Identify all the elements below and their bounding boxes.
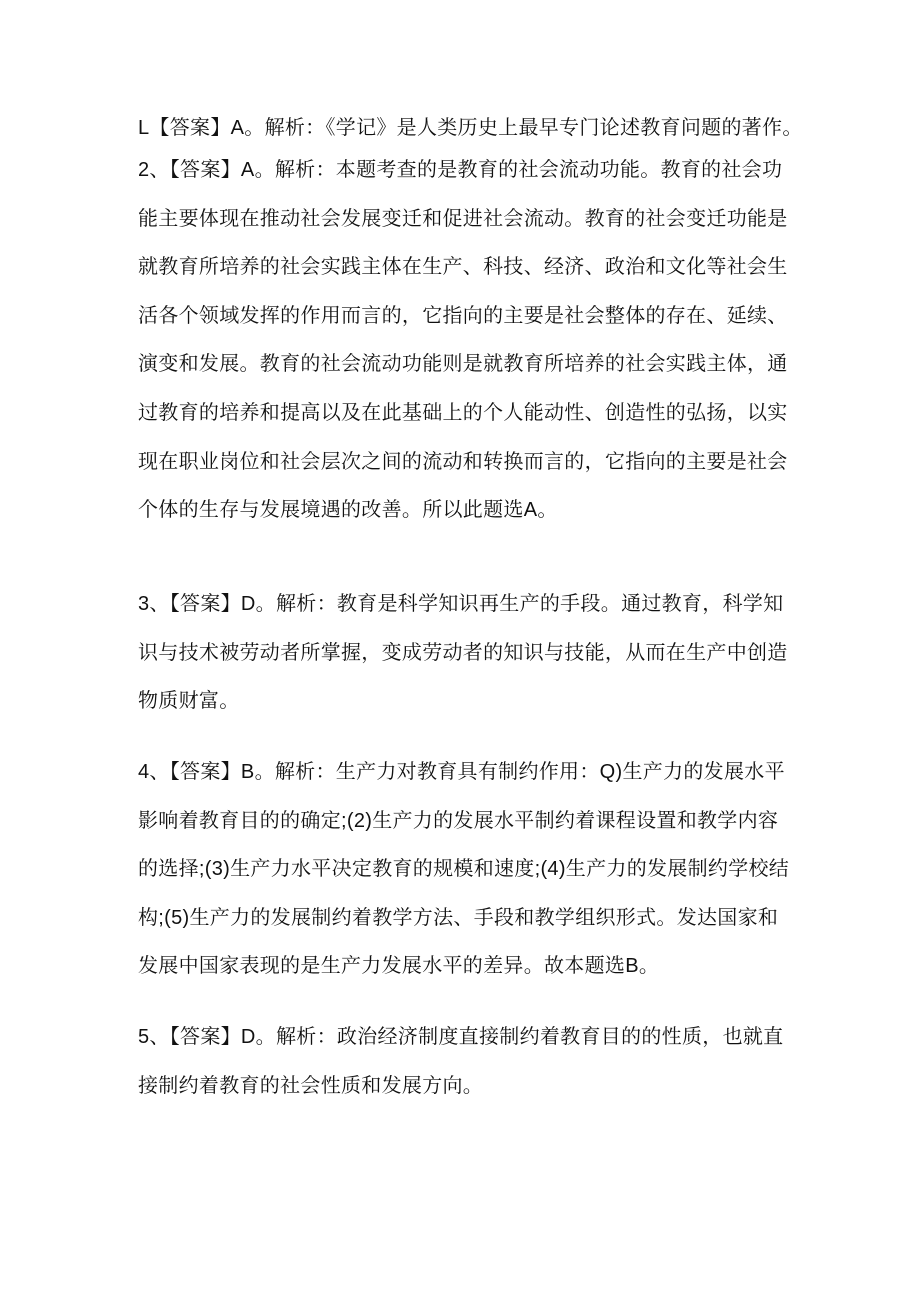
answer-2-line-2: 能主要体现在推动社会发展变迁和促进社会流动。教育的社会变迁功能是 (138, 207, 788, 230)
answer-4 (138, 748, 838, 991)
answer-2-line-7: 现在职业岗位和社会层次之间的流动和转换而言的，它指向的主要是社会 (138, 450, 788, 473)
answer-5 (138, 1013, 838, 1110)
answer-5-line-1: 5、【答案】D。解析：政治经济制度直接制约着教育目的的性质，也就直 (138, 1026, 784, 1048)
answer-4-line-2: 影响着教育目的的确定;(2)生产力的发展水平制约着课程设置和教学内容 (138, 809, 779, 832)
answer-2-line-8: 个体的生存与发展境遇的改善。所以此题选A。 (138, 499, 558, 522)
answer-1-line-1: L【答案】A。解析：《学记》是人类历史上最早专门论述教育问题的著作。 (138, 117, 803, 139)
answer-3-line-3: 物质财富。 (138, 690, 240, 713)
answer-4-line-5: 发展中国家表现的是生产力发展水平的差异。故本题选B。 (138, 955, 660, 978)
answer-4-line-3: 的选择;(3)生产力水平决定教育的规模和速度;(4)生产力的发展制约学校结 (138, 858, 790, 881)
answer-3-line-2: 识与技术被劳动者所掌握，变成劳动者的知识与技能，从而在生产中创造 (138, 641, 788, 664)
answer-4-line-4: 构;(5)生产力的发展制约着教学方法、手段和教学组织形式。发达国家和 (138, 906, 779, 929)
answer-5-line-2: 接制约着教育的社会性质和发展方向。 (138, 1074, 484, 1097)
answer-2-line-1: 2、【答案】A。解析：本题考查的是教育的社会流动功能。教育的社会功 (138, 159, 783, 181)
answer-3-line-1: 3、【答案】D。解析：教育是科学知识再生产的手段。通过教育，科学知 (138, 593, 784, 615)
answer-2-line-3: 就教育所培养的社会实践主体在生产、科技、经济、政治和文化等社会生 (138, 256, 788, 279)
answer-3 (138, 580, 838, 726)
answer-2-line-6: 过教育的培养和提高以及在此基础上的个人能动性、创造性的弘扬，以实 (138, 401, 788, 424)
answer-2-line-4: 活各个领域发挥的作用而言的，它指向的主要是社会整体的存在、延续、 (138, 304, 788, 327)
answer-2-line-5: 演变和发展。教育的社会流动功能则是就教育所培养的社会实践主体，通 (138, 353, 788, 376)
answer-2 (138, 146, 838, 535)
answer-4-line-1: 4、【答案】B。解析：生产力对教育具有制约作用：Q)生产力的发展水平 (138, 761, 785, 783)
